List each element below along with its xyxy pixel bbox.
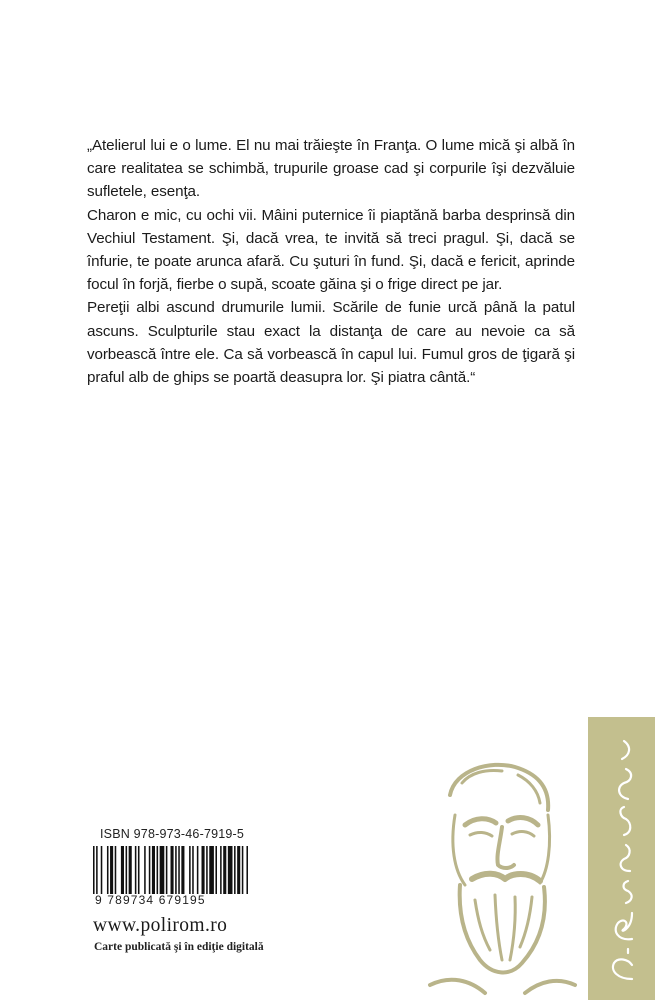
back-cover-blurb (87, 134, 575, 389)
barcode-bar (189, 846, 191, 894)
signature-side-panel (588, 717, 655, 1000)
blurb-paragraph-3: Pereţii albi ascund drumurile lumii. Scările de funie urcă până la patul ascuns. Sculpturile stau exact la distanţa de care au nevoie ca să vorbească între ele. Ca să vorbească în capul lui. Fumul gros de ţigară şi praful alb de ghips se poartă deasupra lor. Şi piatra cântă.“ (87, 299, 575, 387)
digital-edition-note: Carte publicată şi în ediţie digitală (94, 941, 264, 953)
barcode-bar (121, 846, 124, 894)
barcode-bar (220, 846, 222, 894)
publisher-website-link[interactable]: www.polirom.ro (93, 915, 228, 936)
barcode-icon (93, 846, 248, 894)
barcode-bar (215, 846, 217, 894)
barcode-bar (149, 846, 151, 894)
barcode-bar (157, 846, 159, 894)
barcode-bar (166, 846, 168, 894)
barcode-bar (101, 846, 103, 894)
barcode-bar (135, 846, 137, 894)
blurb-paragraph-2: Charon e mic, cu ochi vii. Mâini puternice îi piaptănă barba desprinsă din Vechiul Testament. Şi, dacă vrea, te invită să treci pragul. Şi, dacă se înfurie, te poate arunca afară. Cu şuturi în fund. Şi, dacă e fericit, aprinde focul în forjă, fierbe o supă, scoate găina şi o frige direct pe jar. (87, 206, 575, 294)
barcode-bar (96, 846, 98, 894)
barcode-bar (115, 846, 117, 894)
barcode-bar (175, 846, 177, 894)
barcode-bar (160, 846, 165, 894)
barcode-digits: 9 789734 679195 (95, 893, 206, 907)
blurb-paragraph-1: „Atelierul lui e o lume. El nu mai trăieşte în Franţa. O lume mică şi albă în care realitatea se schimbă, trupurile groase cad şi corpurile îşi dezvăluie sufletele, esenţa. (87, 137, 575, 201)
sculptor-portrait-icon (410, 755, 580, 1000)
barcode-bar (223, 846, 226, 894)
barcode-bar (209, 846, 214, 894)
isbn-label: ISBN 978-973-46-7919-5 (100, 827, 245, 841)
barcode-bar (202, 846, 205, 894)
barcode-bar (126, 846, 128, 894)
barcode-bar (138, 846, 140, 894)
barcode-bar (197, 846, 199, 894)
barcode-bar (93, 846, 95, 894)
barcode-bar (242, 846, 244, 894)
brancusi-signature-icon (588, 717, 655, 1000)
barcode-bar (237, 846, 240, 894)
barcode-bar (144, 846, 146, 894)
barcode-bar (129, 846, 132, 894)
barcode-bar (246, 846, 248, 894)
barcode-bar (181, 846, 184, 894)
barcode-bar (178, 846, 180, 894)
barcode-bar (107, 846, 109, 894)
barcode-bar (192, 846, 194, 894)
barcode-bar (152, 846, 155, 894)
barcode-bar (171, 846, 174, 894)
barcode-bar (110, 846, 113, 894)
barcode-bar (206, 846, 208, 894)
barcode-bar (234, 846, 236, 894)
barcode-bar (228, 846, 233, 894)
